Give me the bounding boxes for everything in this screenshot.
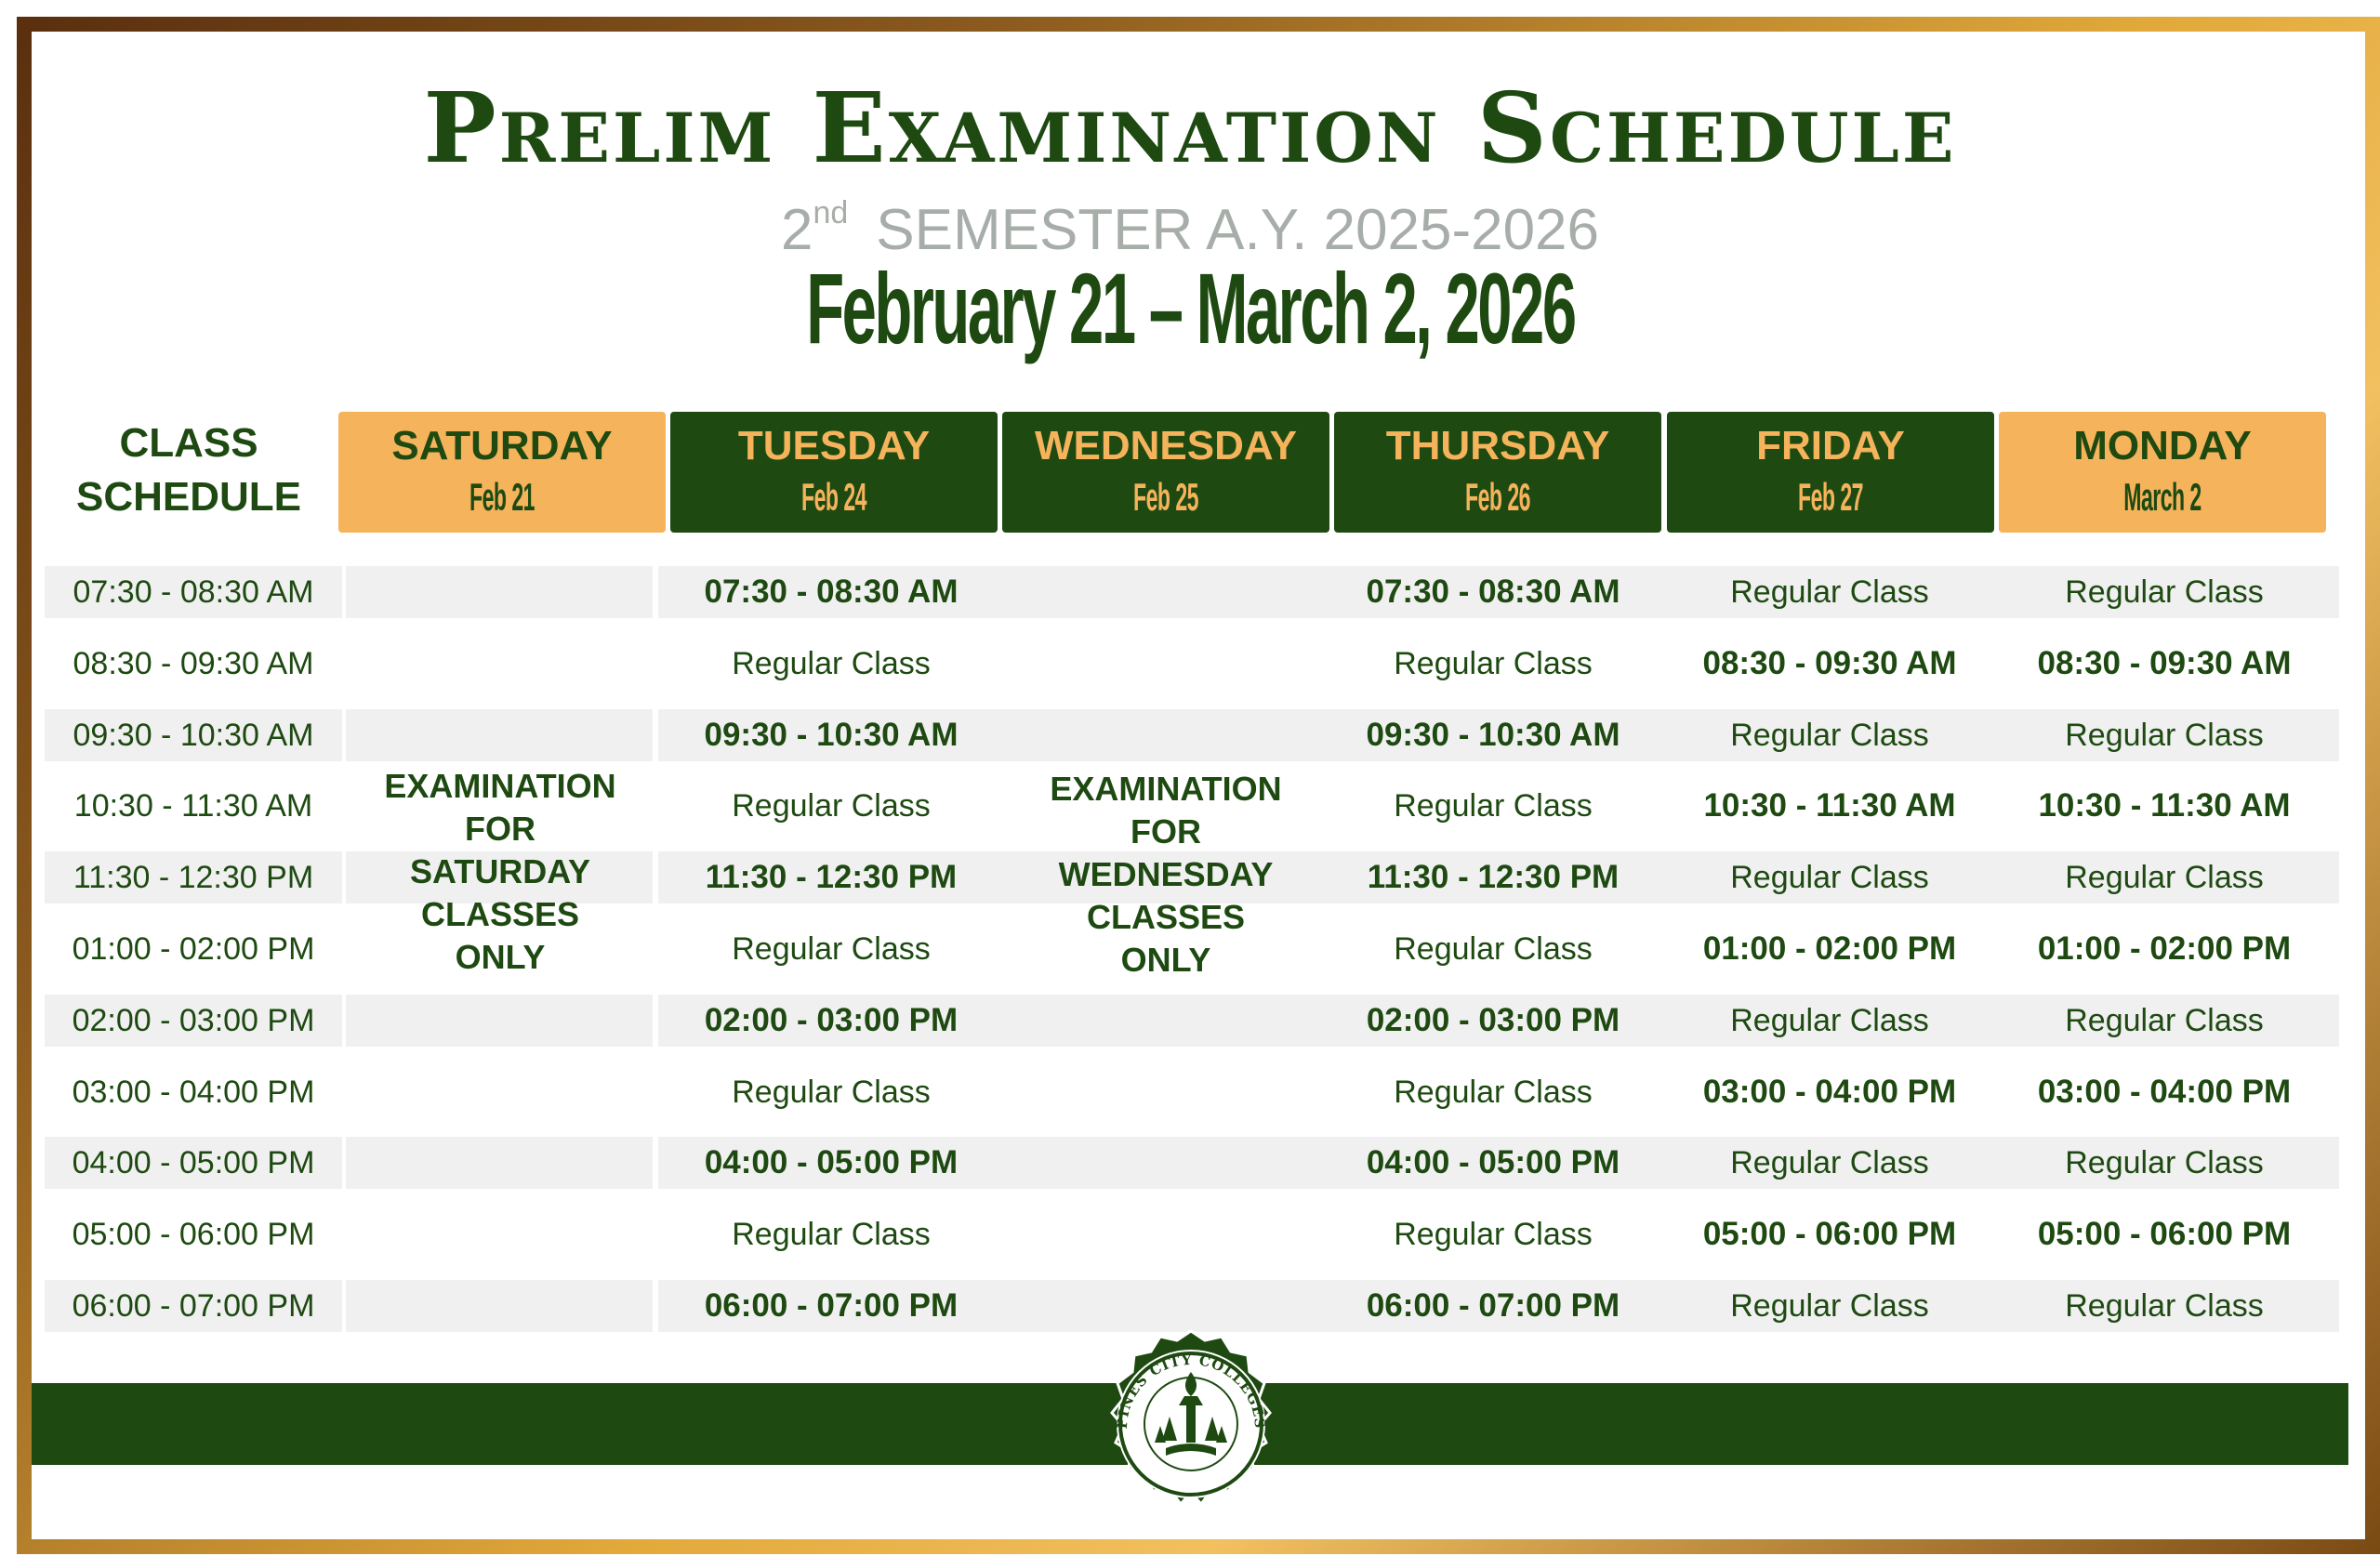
exam-slot-cell: 04:00 - 05:00 PM	[1366, 1144, 1620, 1180]
regular-class-cell: Regular Class	[1394, 1217, 1593, 1252]
note-line: WEDNESDAY	[1058, 855, 1274, 893]
day-date: Feb 25	[1133, 475, 1198, 519]
day-date: Feb 21	[469, 475, 535, 519]
class-schedule-line1: CLASS	[119, 420, 258, 466]
note-line: CLASSES	[1086, 898, 1246, 936]
exam-slot-cell: 08:30 - 09:30 AM	[1702, 645, 1957, 681]
class-time-cell: 08:30 - 09:30 AM	[73, 646, 314, 681]
row-band	[346, 709, 653, 761]
regular-class-cell: Regular Class	[2065, 1145, 2264, 1180]
exam-slot-cell: 10:30 - 11:30 AM	[2038, 787, 2291, 824]
day-header-saturday	[338, 412, 666, 533]
regular-class-cell: Regular Class	[1394, 646, 1593, 681]
regular-class-cell: Regular Class	[2065, 1288, 2264, 1324]
exam-slot-cell: 07:30 - 08:30 AM	[704, 574, 959, 610]
class-time-cell: 02:00 - 03:00 PM	[72, 1003, 315, 1038]
note-line: ONLY	[455, 938, 546, 976]
exam-slot-cell: 03:00 - 04:00 PM	[1702, 1074, 1957, 1110]
note-line: CLASSES	[420, 895, 580, 933]
saturday-exam-note	[342, 765, 658, 979]
class-time-cell: 10:30 - 11:30 AM	[73, 788, 313, 824]
date-range-text: February 21 – March 2, 2026	[805, 252, 1575, 364]
day-name: WEDNESDAY	[1035, 423, 1297, 468]
row-band	[1004, 995, 1320, 1047]
exam-slot-cell: 08:30 - 09:30 AM	[2037, 645, 2292, 681]
day-date: Feb 26	[1465, 475, 1530, 519]
regular-class-cell: Regular Class	[1730, 718, 1929, 753]
class-schedule-line2: SCHEDULE	[75, 474, 302, 520]
exam-slot-cell: 06:00 - 07:00 PM	[704, 1287, 959, 1324]
class-time-cell: 03:00 - 04:00 PM	[72, 1075, 315, 1110]
row-band	[1004, 1137, 1320, 1189]
day-name: TUESDAY	[737, 423, 931, 468]
college-seal-icon	[1090, 1327, 1292, 1530]
exam-slot-cell: 03:00 - 04:00 PM	[2037, 1074, 2292, 1110]
exam-slot-cell: 01:00 - 02:00 PM	[2037, 930, 2292, 967]
day-header-tuesday	[670, 412, 998, 533]
day-header-monday	[1999, 412, 2326, 533]
row-band	[346, 1137, 653, 1189]
row-band	[1004, 566, 1320, 618]
date-range	[0, 253, 2380, 364]
exam-slot-cell: 11:30 - 12:30 PM	[1367, 859, 1620, 895]
row-band	[1004, 1280, 1320, 1332]
class-time-cell: 11:30 - 12:30 PM	[73, 860, 314, 895]
class-time-cell: 09:30 - 10:30 AM	[73, 718, 314, 753]
regular-class-cell: Regular Class	[1730, 860, 1929, 895]
exam-slot-cell: 07:30 - 08:30 AM	[1366, 574, 1620, 610]
regular-class-cell: Regular Class	[732, 646, 931, 681]
wednesday-exam-note	[1008, 768, 1324, 982]
regular-class-cell: Regular Class	[732, 788, 931, 824]
exam-slot-cell: 02:00 - 03:00 PM	[1366, 1002, 1620, 1038]
day-name: SATURDAY	[391, 423, 613, 468]
regular-class-cell: Regular Class	[1394, 1075, 1593, 1110]
day-name: THURSDAY	[1385, 423, 1610, 468]
seal-text: PINES CITY COLLEGES	[1113, 1351, 1269, 1430]
day-name: FRIDAY	[1756, 423, 1905, 468]
day-date: March 2	[2123, 475, 2202, 519]
regular-class-cell: Regular Class	[2065, 1003, 2264, 1038]
note-line: EXAMINATION	[1050, 770, 1282, 808]
class-time-cell: 06:00 - 07:00 PM	[72, 1288, 315, 1324]
exam-slot-cell: 01:00 - 02:00 PM	[1702, 930, 1957, 967]
exam-slot-cell: 02:00 - 03:00 PM	[704, 1002, 959, 1038]
row-band	[346, 566, 653, 618]
regular-class-cell: Regular Class	[1730, 574, 1929, 610]
semester-ordinal-suffix: nd	[813, 195, 849, 231]
class-schedule-heading	[45, 416, 333, 524]
class-time-cell: 04:00 - 05:00 PM	[72, 1145, 315, 1180]
regular-class-cell: Regular Class	[1394, 788, 1593, 824]
exam-slot-cell: 09:30 - 10:30 AM	[704, 717, 959, 753]
row-band	[346, 1280, 653, 1332]
regular-class-cell: Regular Class	[1730, 1288, 1929, 1324]
day-header-friday	[1667, 412, 1994, 533]
exam-slot-cell: 09:30 - 10:30 AM	[1366, 717, 1620, 753]
class-time-cell: 05:00 - 06:00 PM	[72, 1217, 315, 1252]
note-line: ONLY	[1120, 941, 1211, 979]
regular-class-cell: Regular Class	[732, 931, 931, 967]
regular-class-cell: Regular Class	[1730, 1145, 1929, 1180]
regular-class-cell: Regular Class	[732, 1075, 931, 1110]
semester-ordinal: 2	[780, 198, 813, 262]
row-band	[346, 995, 653, 1047]
exam-slot-cell: 04:00 - 05:00 PM	[704, 1144, 959, 1180]
page-title: Prelim Examination Schedule	[423, 71, 1957, 185]
day-date: Feb 27	[1798, 475, 1863, 519]
regular-class-cell: Regular Class	[1394, 931, 1593, 967]
regular-class-cell: Regular Class	[2065, 574, 2264, 610]
day-name: MONDAY	[2073, 423, 2252, 468]
note-line: EXAMINATION	[384, 767, 616, 805]
exam-slot-cell: 11:30 - 12:30 PM	[705, 859, 958, 895]
note-line: FOR	[1130, 812, 1201, 851]
class-time-cell: 01:00 - 02:00 PM	[72, 931, 315, 967]
regular-class-cell: Regular Class	[732, 1217, 931, 1252]
semester-text: SEMESTER A.Y. 2025-2026	[876, 198, 1600, 262]
exam-slot-cell: 05:00 - 06:00 PM	[1702, 1216, 1957, 1252]
class-time-cell: 07:30 - 08:30 AM	[73, 574, 314, 610]
day-header-thursday	[1334, 412, 1661, 533]
regular-class-cell: Regular Class	[1730, 1003, 1929, 1038]
regular-class-cell: Regular Class	[2065, 718, 2264, 753]
regular-class-cell: Regular Class	[2065, 860, 2264, 895]
exam-slot-cell: 05:00 - 06:00 PM	[2037, 1216, 2292, 1252]
exam-slot-cell: 06:00 - 07:00 PM	[1366, 1287, 1620, 1324]
day-header-wednesday	[1002, 412, 1329, 533]
exam-slot-cell: 10:30 - 11:30 AM	[1703, 787, 1956, 824]
row-band	[1004, 709, 1320, 761]
note-line: SATURDAY	[409, 852, 591, 890]
day-date: Feb 24	[801, 475, 866, 519]
note-line: FOR	[465, 810, 536, 848]
